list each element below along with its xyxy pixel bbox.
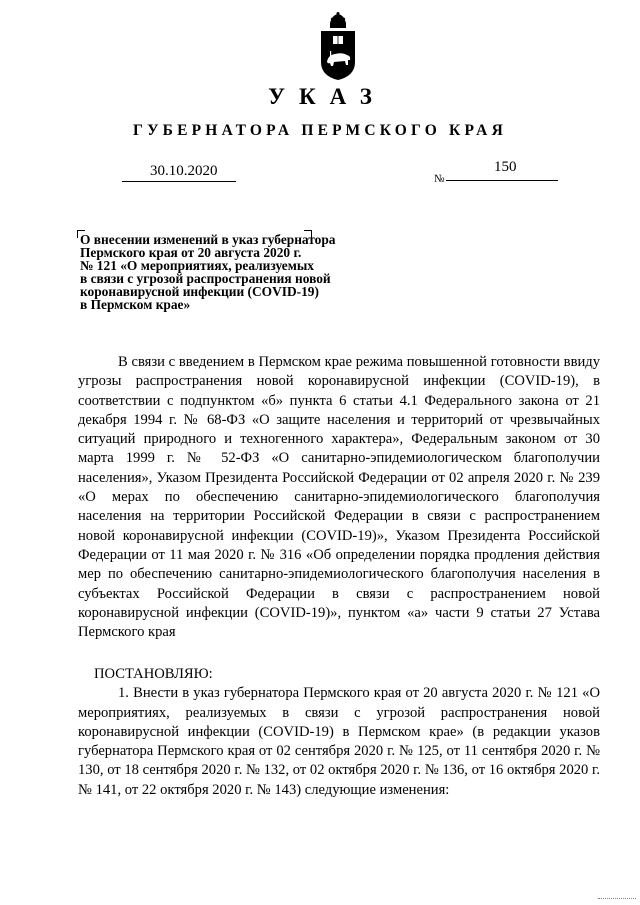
date-underline bbox=[122, 181, 236, 182]
number-sign: № bbox=[434, 173, 445, 185]
document-date: 30.10.2020 bbox=[150, 163, 218, 179]
document-number: 150 bbox=[494, 159, 517, 175]
document-heading: О внесении изменений в указ губернатора Пермского края от 20 августа 2020 г. № 121 «О мероприятиях, реализуемых в связи с угрозой распространения новой коронавирусной инфекции (COVID-19) в Пермском крае» bbox=[80, 232, 336, 312]
resolve-line: ПОСТАНОВЛЯЮ: bbox=[94, 666, 213, 682]
perm-krai-coat-of-arms-icon bbox=[318, 12, 358, 82]
number-underline bbox=[446, 180, 558, 181]
decree-section bbox=[78, 665, 600, 800]
preamble-paragraph: В связи с введением в Пермском крае режима повышенной готовности ввиду угрозы распространения новой коронавирусной инфекции (COVID-19), в соответствии с подпунктом «б» пункта 6 статьи 4.1 Федерального закона от 21 декабря 1994 г. № 68-ФЗ «О защите населения и территорий от чрезвычайных ситуаций природного и техногенного характера», Федеральным законом от 30 марта 1999 г. № 52-ФЗ «О санитарно-эпидемиологическом благополучии населения», Указом Президента Российской Федерации от 02 апреля 2020 г. № 239 «О мерах по обеспечению санитарно-эпидемиологического благополучия населения на территории Российской Федерации в связи с распространением новой коронавирусной инфекции (COVID-19)», Указом Президента Российской Федерации от 11 мая 2020 г. № 316 «Об определении порядка продления действия мер по обеспечению санитарно-эпидемиологического благополучия населения в субъектах Российской Федерации в связи с распространением новой коронавирусной инфекции (COVID-19)», пунктом «а» части 9 статьи 27 Устава Пермского края bbox=[78, 354, 600, 641]
decree-item-1: 1. Внести в указ губернатора Пермского края от 20 августа 2020 г. № 121 «О мероприятиях, реализуемых в связи с угрозой распространения новой коронавирусной инфекции (COVID-19) в Пермском крае» (в редакции указов губернатора Пермского края от 02 сентября 2020 г. № 125, от 11 сентября 2020 г. № 130, от 18 сентября 2020 г. № 132, от 02 октября 2020 г. № 136, от 16 октября 2020 г. № 141, от 22 октября 2020 г. № 143) следующие изменения: bbox=[78, 685, 600, 798]
preamble-section bbox=[78, 353, 600, 642]
document-subtitle: ГУБЕРНАТОРА ПЕРМСКОГО КРАЯ bbox=[133, 122, 507, 139]
page-edge-mark bbox=[598, 898, 636, 899]
document-title: УКАЗ bbox=[268, 84, 386, 109]
